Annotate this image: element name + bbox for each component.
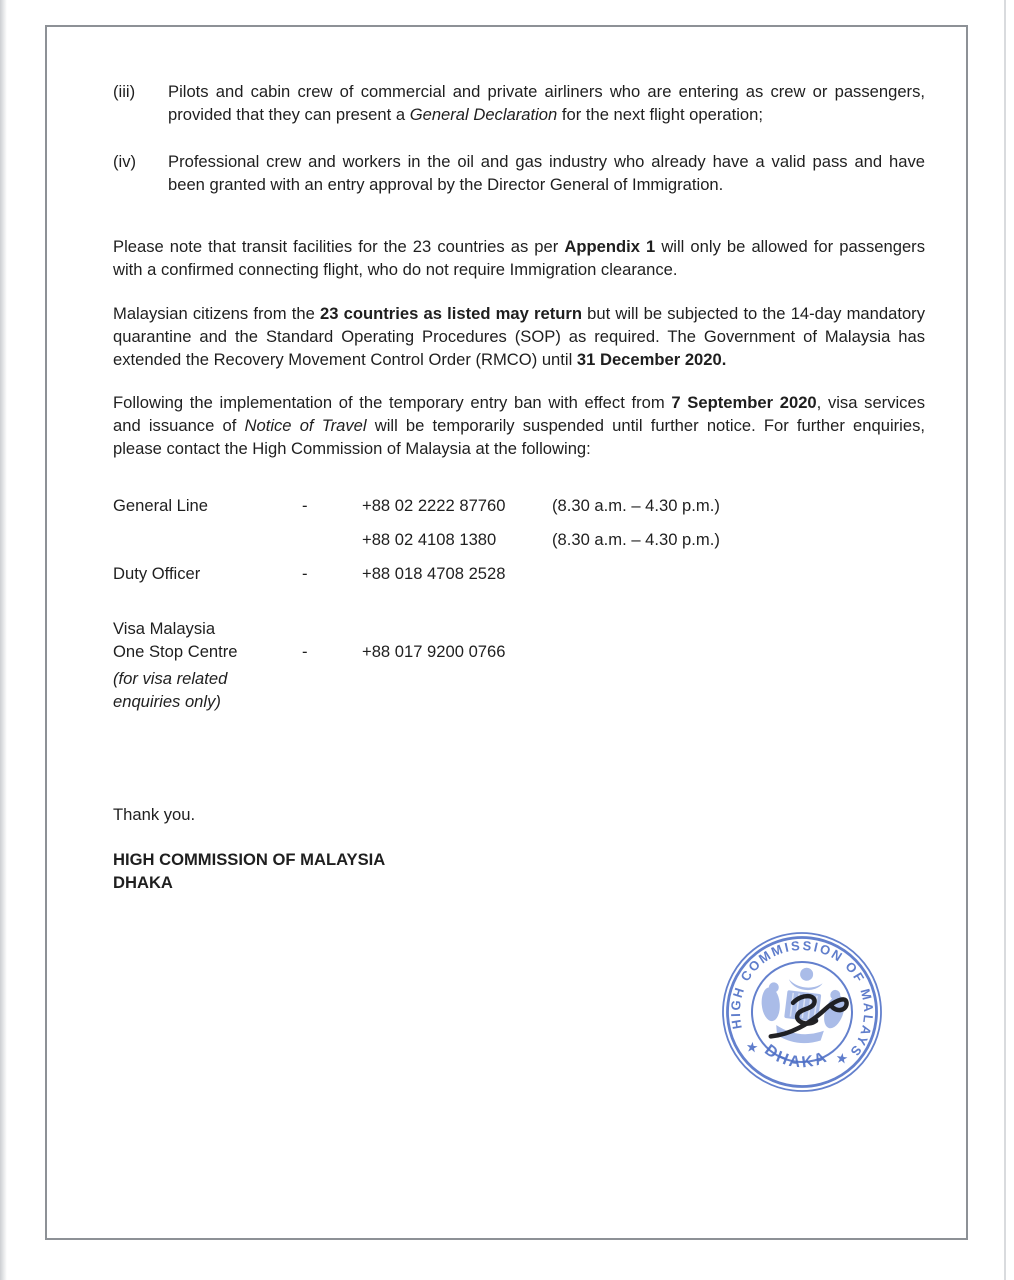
star-icon-left: ★ bbox=[744, 1038, 760, 1056]
contact-row-visa-centre bbox=[113, 617, 925, 663]
list-text-iii: Pilots and cabin crew of commercial and private airliners who are entering as crew or passengers, provided that they can present a General Declaration for the next flight operation; bbox=[168, 82, 925, 124]
bold-7-september: 7 September 2020 bbox=[671, 393, 817, 412]
stamp-text bbox=[680, 889, 890, 1079]
scan-edge-artifact-right bbox=[1004, 0, 1006, 1280]
list-item-iii bbox=[113, 80, 925, 126]
contact-dash: - bbox=[302, 564, 308, 583]
organization-name: HIGH COMMISSION OF MALAYSIA bbox=[113, 850, 386, 869]
paragraph-entry-ban: Following the implementation of the temporary entry ban with effect from 7 September 2020, visa services and issuance of Notice of Travel will be temporarily suspended until further notice. For further enquiries, please contact the High Commission of Malaysia at the following: bbox=[113, 393, 925, 458]
stamp-seal-icon bbox=[679, 889, 924, 1134]
contact-hours: (8.30 a.m. – 4.30 p.m.) bbox=[552, 496, 720, 515]
italic-notice-of-travel: Notice of Travel bbox=[244, 416, 367, 435]
official-stamp bbox=[679, 889, 924, 1134]
contact-label: Duty Officer bbox=[113, 564, 201, 583]
scan-edge-artifact-left bbox=[0, 0, 7, 1280]
contact-label bbox=[113, 528, 302, 551]
contact-row-general-line bbox=[113, 494, 925, 517]
star-icon-right: ★ bbox=[834, 1049, 850, 1067]
paragraph-transit: Please note that transit facilities for the 23 countries as per Appendix 1 will only be allowed for passengers with a confirmed connecting flight, who do not require Immigration clearance. bbox=[113, 237, 926, 279]
contact-number: +88 017 9200 0766 bbox=[362, 642, 506, 661]
stamp-city-text: DHAKA bbox=[761, 1041, 832, 1072]
contact-hours: (8.30 a.m. – 4.30 p.m.) bbox=[552, 530, 720, 549]
stamp-ring-text: HIGH COMMISSION OF MALAYSIA bbox=[727, 937, 877, 1061]
contact-hours bbox=[552, 562, 925, 585]
organization-city: DHAKA bbox=[113, 873, 173, 892]
paragraph-citizens: Malaysian citizens from the 23 countries as listed may return but will be subjected to the 14-day mandatory quarantine and the Standard Operating Procedures (SOP) as required. The Government of Malaysia has extended the Recovery Movement Control Order (RMCO) until 31 December 2020. bbox=[113, 304, 926, 369]
contact-number: +88 018 4708 2528 bbox=[362, 564, 506, 583]
letter-page bbox=[45, 25, 968, 1240]
contact-dash: - bbox=[302, 642, 308, 661]
contact-dash bbox=[302, 528, 362, 551]
visa-label-line2: One Stop Centre bbox=[113, 642, 238, 661]
visa-note-line2: enquiries only) bbox=[113, 692, 221, 711]
list-marker-iv: (iv) bbox=[113, 152, 137, 171]
contact-dash: - bbox=[302, 496, 308, 515]
italic-general-declaration: General Declaration bbox=[409, 105, 558, 124]
list-marker-iii: (iii) bbox=[113, 82, 136, 101]
bold-appendix-1: Appendix 1 bbox=[564, 237, 656, 256]
list-text-iv: Professional crew and workers in the oil and gas industry who already have a valid pass and have been granted with an entry approval by the Director General of Immigration. bbox=[168, 152, 925, 194]
contact-row-general-line-2 bbox=[113, 528, 925, 551]
visa-note-line1: (for visa related bbox=[113, 669, 228, 688]
letter-body bbox=[47, 27, 966, 894]
contact-number: +88 02 4108 1380 bbox=[362, 530, 497, 549]
bold-31-december: 31 December 2020. bbox=[576, 350, 727, 369]
contact-label: General Line bbox=[113, 496, 209, 515]
visa-label-line1: Visa Malaysia bbox=[113, 619, 216, 638]
contact-label bbox=[113, 617, 302, 663]
contact-row-duty-officer bbox=[113, 562, 925, 585]
bold-23-countries: 23 countries as listed may return bbox=[320, 304, 582, 323]
signature-block bbox=[113, 848, 925, 894]
contact-number: +88 02 2222 87760 bbox=[362, 496, 506, 515]
visa-note bbox=[113, 667, 925, 713]
thank-you-text: Thank you. bbox=[113, 805, 196, 824]
list-item-iv bbox=[113, 150, 925, 196]
